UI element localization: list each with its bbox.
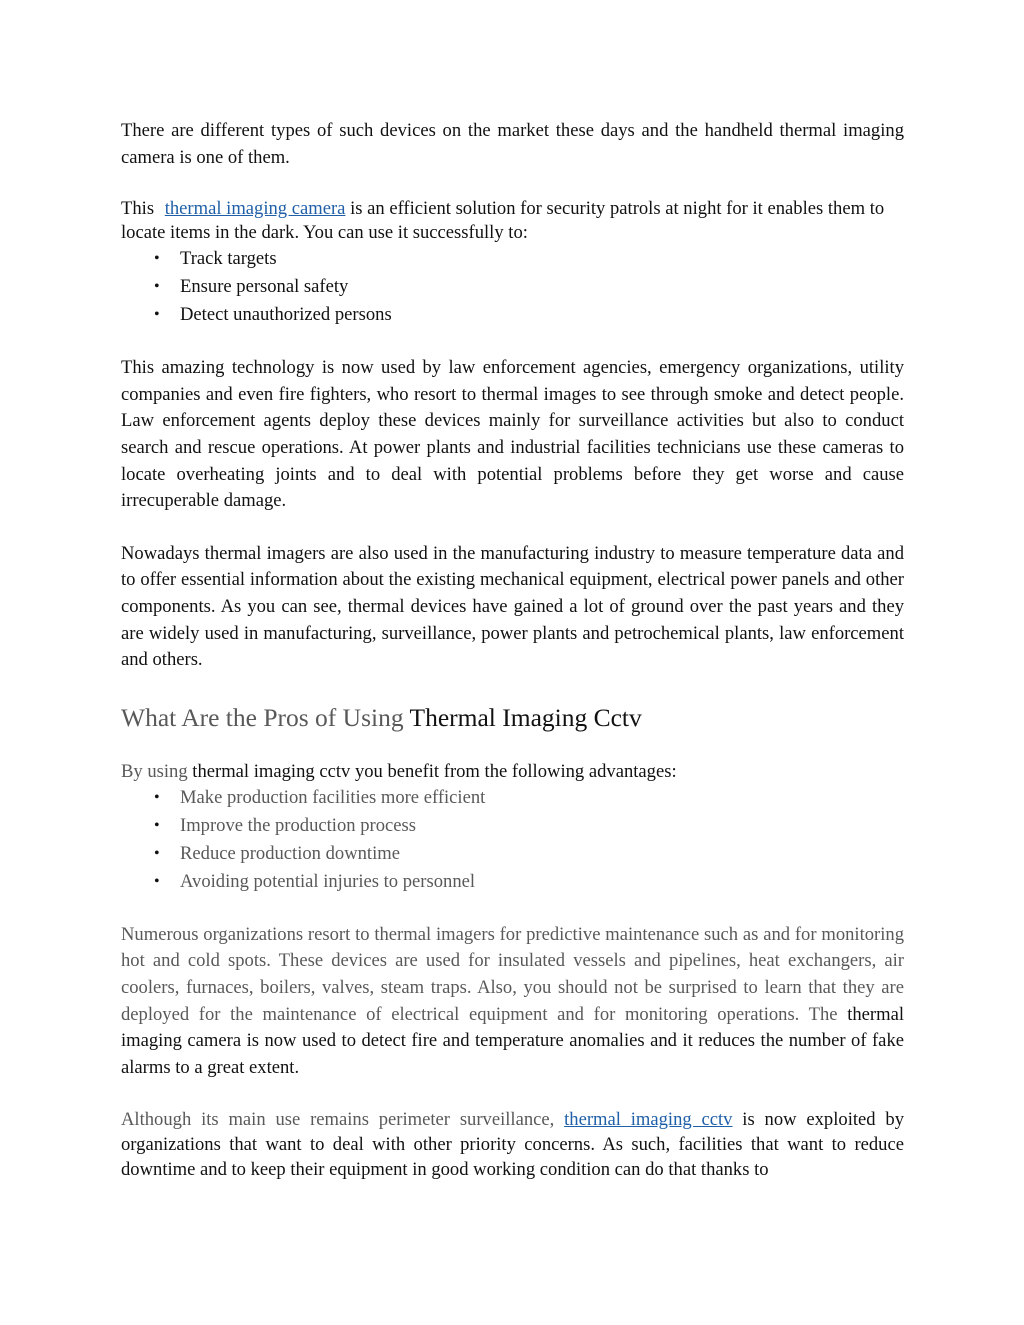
list-item: • Detect unauthorized persons xyxy=(121,301,904,329)
section-heading xyxy=(121,702,904,734)
para-advantages-intro: By using thermal imaging cctv you benefit from the following advantages: xyxy=(121,760,677,782)
list-item: • Reduce production downtime xyxy=(121,840,904,868)
bullet-icon: • xyxy=(154,872,160,890)
document-page xyxy=(121,118,904,1182)
para-handheld-camera xyxy=(121,197,904,245)
bullet-icon: • xyxy=(154,788,160,806)
list-item: • Improve the production process xyxy=(121,812,904,840)
thermal-imaging-cctv-link[interactable]: thermal imaging cctv xyxy=(564,1109,733,1131)
list-item: • Ensure personal safety xyxy=(121,273,904,301)
para-perimeter-surveillance: Although its main use remains perimeter surveillance, thermal imaging cctv is now exploited by organizations that want to deal with other priority concerns. As such, facilities that want to reduce downtime and to keep their equipment in good working condition can do that thanks to xyxy=(121,1109,904,1181)
heading-part1: What Are the Pros of Using xyxy=(121,702,410,732)
list-item: • Make production facilities more efficient xyxy=(121,784,904,812)
advantages-list xyxy=(121,784,904,896)
bullet-icon: • xyxy=(154,816,160,834)
para-manufacturing: Nowadays thermal imagers are also used in the manufacturing industry to measure temperature data and to offer essential information about the existing mechanical equipment, electrical power panels and other components. As you can see, thermal devices have gained a lot of ground over the past years and they are widely used in manufacturing, surveillance, power plants and petrochemical plants, law enforcement and others. xyxy=(121,542,904,671)
heading-part2: Thermal Imaging Cctv xyxy=(409,702,642,732)
bullet-icon: • xyxy=(154,250,160,268)
intro-paragraph xyxy=(121,118,904,171)
list-item: • Track targets xyxy=(121,245,904,273)
bullet-icon: • xyxy=(154,844,160,862)
bullet-icon: • xyxy=(154,278,160,296)
para2-before: This xyxy=(121,198,159,220)
uses-list xyxy=(121,245,904,329)
intro-text: There are different types of such devices on the market these days and the handheld thermal imaging camera is one of them. xyxy=(121,120,904,168)
para2-after: is an efficient solution for security patrols at night for it enables them to locate items in the dark. You can use it successfully to: xyxy=(121,198,885,244)
thermal-imaging-camera-link[interactable]: thermal imaging camera xyxy=(164,198,346,220)
para-law-enforcement: This amazing technology is now used by law enforcement agencies, emergency organizations, utility companies and even fire fighters, who resort to thermal images to see through smoke and detect people. Law enforcement agents deploy these devices mainly for surveillance activities but also to conduct search and rescue operations. At power plants and industrial facilities technicians use these cameras to locate overheating joints and to deal with potential problems before they get worse and cause irrecuperable damage. xyxy=(121,357,904,512)
bullet-icon: • xyxy=(154,306,160,324)
list-item: • Avoiding potential injuries to personnel xyxy=(121,868,904,896)
para-predictive-maintenance: Numerous organizations resort to thermal imagers for predictive maintenance such as and for monitoring hot and cold spots. These devices are used for insulated vessels and pipelines, heat exchangers, air coolers, furnaces, boilers, valves, steam traps. Also, you should not be surprised to learn that they are deployed for the maintenance of electrical equipment and for monitoring operations. The thermal imaging camera is now used to detect fire and temperature anomalies and it reduces the number of fake alarms to a great extent. xyxy=(121,923,904,1078)
